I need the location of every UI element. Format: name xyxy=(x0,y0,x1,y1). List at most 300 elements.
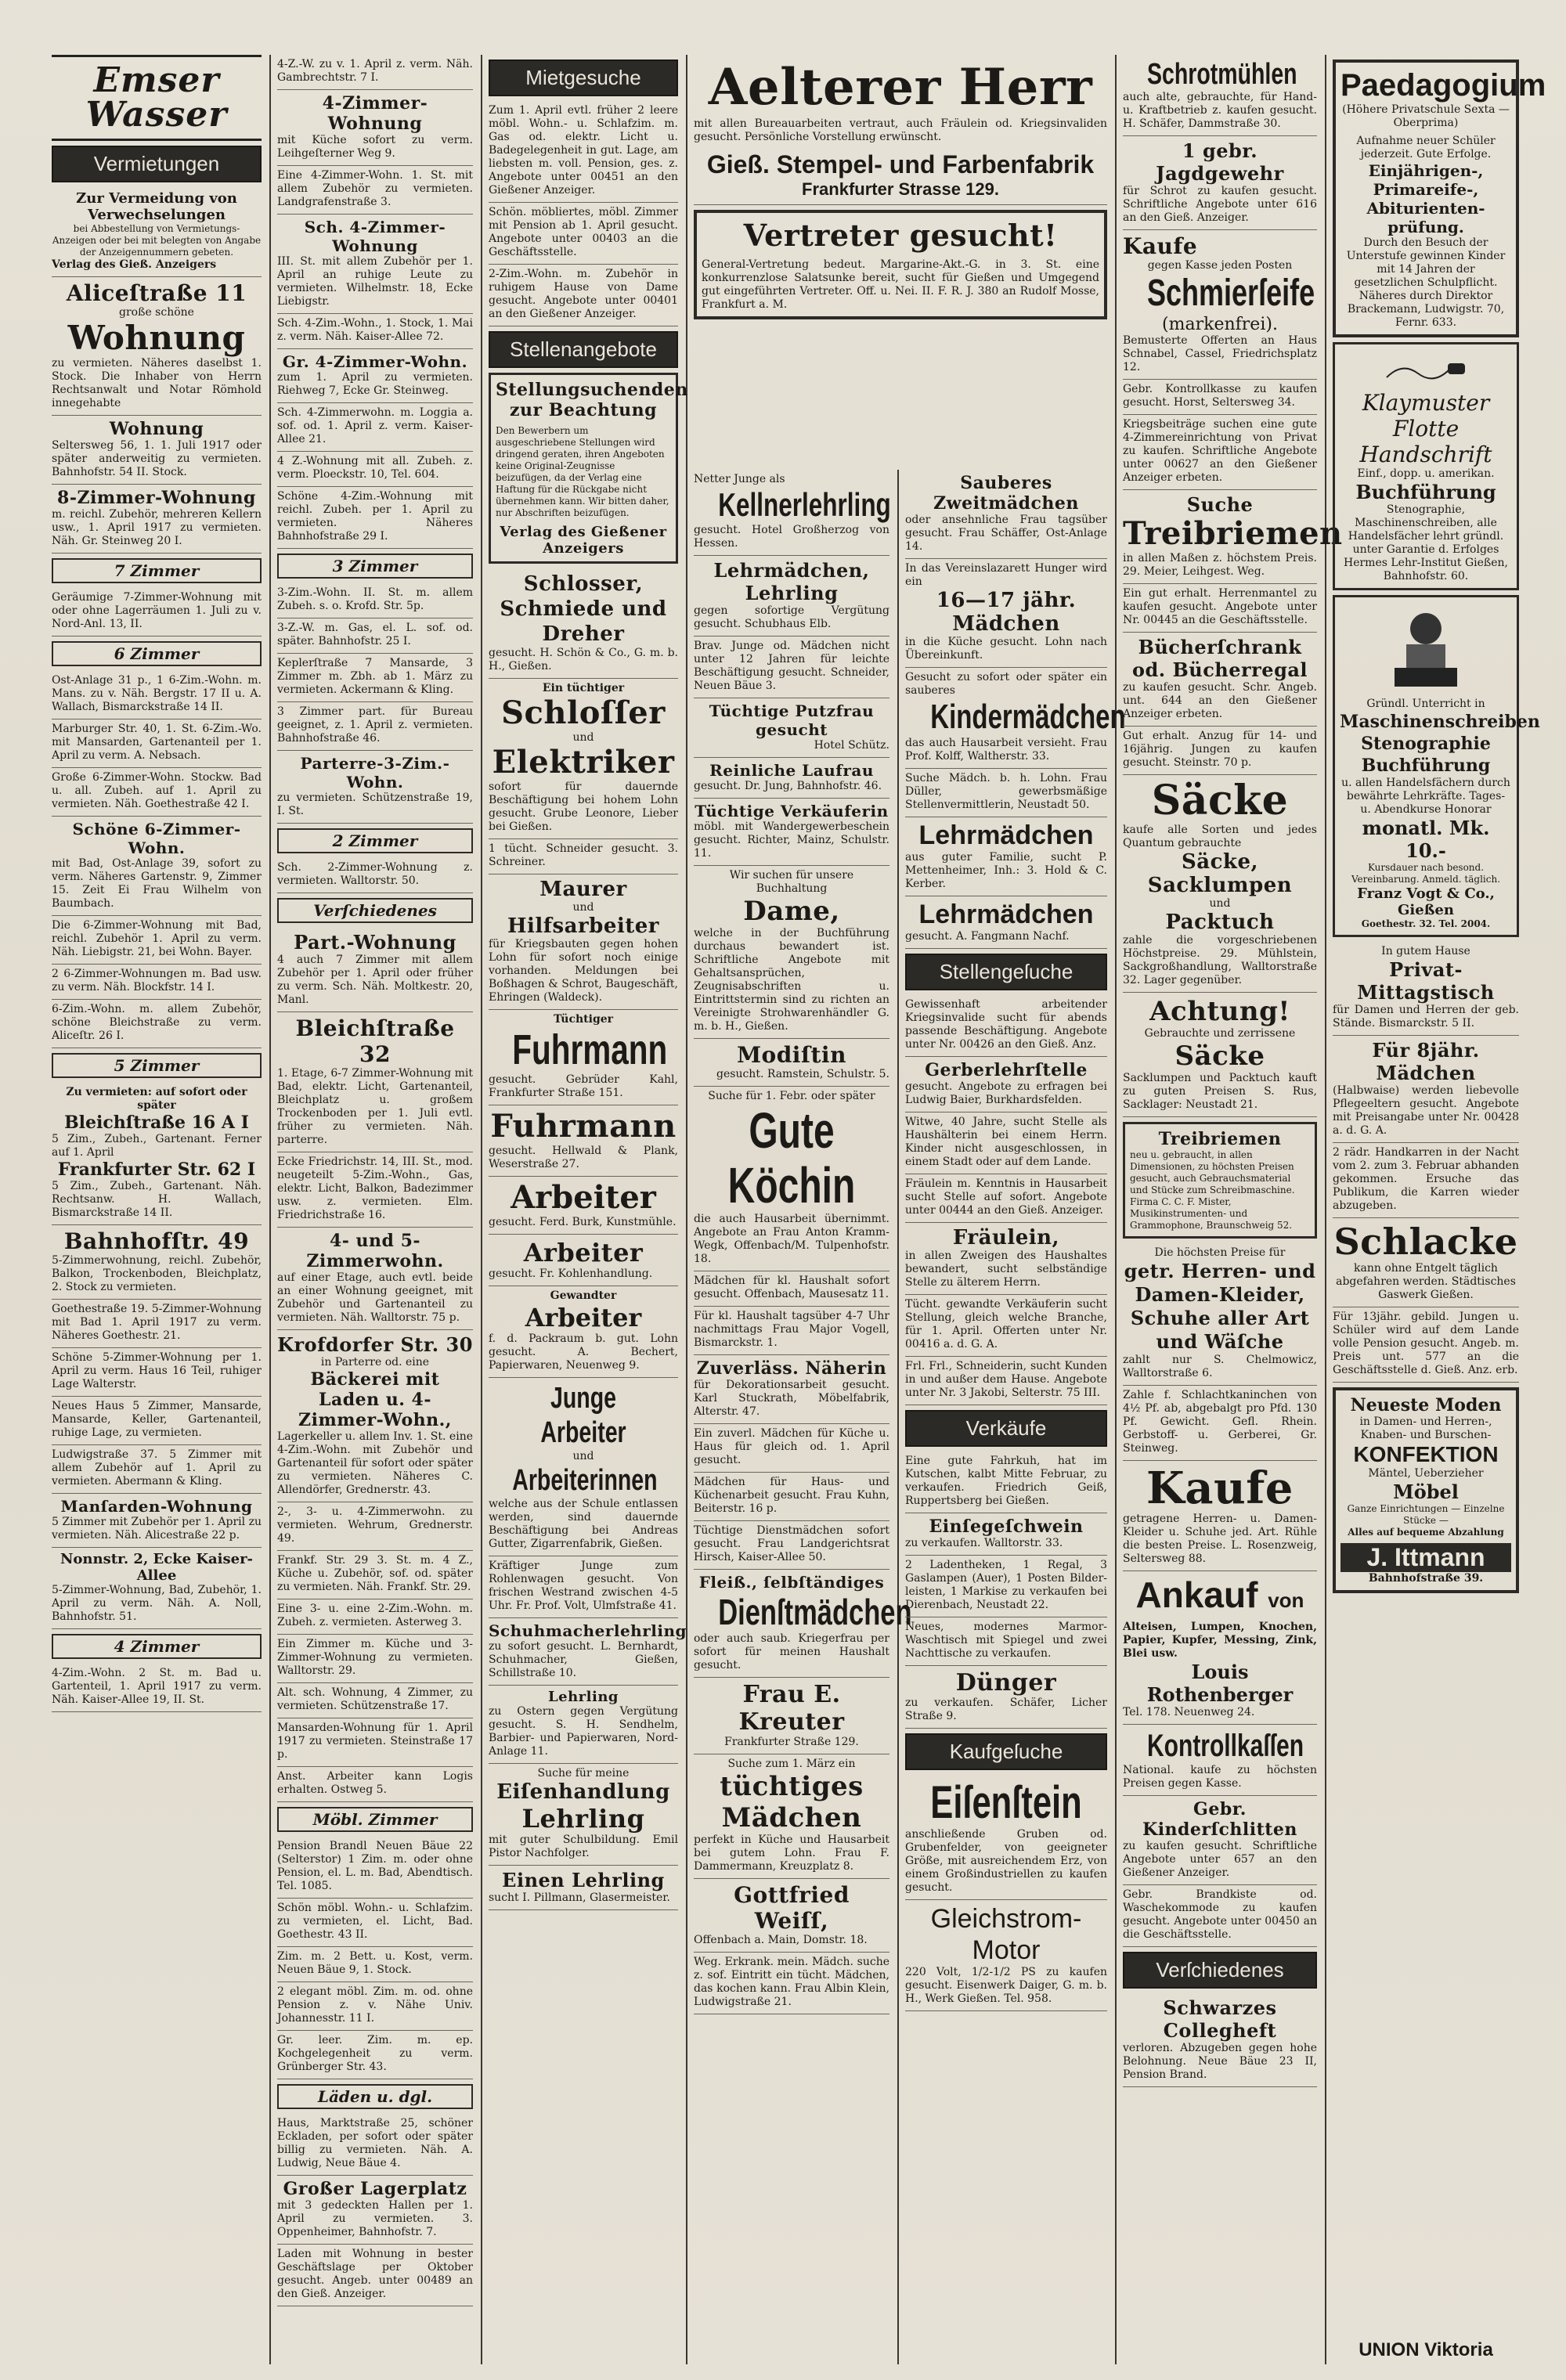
ad-body: 2-, 3- u. 4-Zimmerwohn. zu vermieten. Wehrum, Grednerstr. 49. xyxy=(277,1502,473,1551)
ad-mid: und xyxy=(1209,897,1231,910)
ad xyxy=(694,470,889,556)
ad-body: gegen sofortige Vergütung gesucht. Schubhaus Elb. xyxy=(694,604,889,630)
ad-head: Bäckerei mit Laden u. 4-Zimmer-Wohn., xyxy=(298,1369,452,1430)
ad-body: 1 tücht. Schneider gesucht. 3. Schreiner. xyxy=(489,839,678,874)
ad-body: Gut erhalt. Anzug für 14- und 16jährig. Jungen zu kaufen gesucht. Steinstr. 70 p. xyxy=(1123,727,1317,775)
ad-pre: Die höchsten Preise für xyxy=(1154,1246,1286,1259)
ad-body: Ludwigstraße 37. 5 Zimmer mit allem Zubehör auf 1. April zu vermieten. Abermann & Kling. xyxy=(52,1445,262,1494)
ad xyxy=(1333,942,1519,1036)
ad-big: Wohnung xyxy=(67,319,246,357)
ad-body: 4 auch 7 Zimmer mit allem Zubehör per 1. April oder früher zu verm. Sch. Näh. Moltkestr. 20, Manl. xyxy=(277,954,473,1006)
ad xyxy=(52,485,262,554)
frame-body: General-Vertretung bedeut. Margarine-Akt.-G. in 3. St. eine konkurrenzlose Salatsunke bereit, sucht für Gießen und Umgegend gut eingeführten Vertreter. Off. u. Nei. II. F. R. J. 380 an Rudolf Mosse, Frankfurt a. M. xyxy=(702,258,1099,311)
ad-body: 5 Zim., Zubeh., Gartenant. Ferner auf 1. April xyxy=(52,1133,262,1159)
ad-body: Alteisen, Lumpen, Knochen, Papier, Kupfer, Messing, Zink, Blei usw. xyxy=(1123,1621,1317,1660)
ad xyxy=(905,896,1107,949)
ad-body: gesucht. H. Schön & Co., G. m. b. H., Gießen. xyxy=(489,647,678,673)
column-6 xyxy=(1118,55,1343,2364)
ad-head: Sauberes Zweitmädchen xyxy=(933,473,1079,514)
ad-head: Dame, xyxy=(743,896,840,927)
column-rule xyxy=(1325,55,1326,2364)
ad-body: Eine gute Fahrkuh, hat im Kutschen, kalbt Mitte Februar, zu verkaufen. Friedrich Geiß, Ruppertsberg bei Gießen. xyxy=(905,1451,1107,1513)
vogt-frame xyxy=(1333,595,1540,937)
ad-body: perfekt in Küche und Hausarbeit bei gutem Lohn. Frau F. Dammermann, Kreuzplatz 8. xyxy=(694,1834,889,1873)
ad-body: 5 Zimmer mit Zubehör per 1. April zu vermieten. Näh. Alicestraße 22 p. xyxy=(52,1516,262,1542)
ad-body: gesucht. Hellwald & Plank, Weserstraße 27. xyxy=(489,1145,678,1170)
ad-body: welche in der Buchführung durchaus bewandert ist. Schriftliche Angebote mit Gehaltsansprüchen, Zeugnisabschriften u. Eintrittstermin sind zu richten an Vereinigte Strohwarenhändler G. m. b. H., Gießen. xyxy=(694,927,889,1033)
ad xyxy=(489,1010,678,1105)
ad-body: 5-Zimmerwohnung, reichl. Zubehör, Balkon, Trockenboden, Bleichplatz, 2. Stock zu vermieten. xyxy=(52,1254,262,1293)
ad-body: Offenbach a. Main, Domstr. 18. xyxy=(694,1934,868,1946)
ad-body: 4 Z.-Wohnung mit all. Zubeh. z. verm. Ploeckstr. 10, Tel. 604. xyxy=(277,452,473,487)
ad-body: 2 6-Zimmer-Wohnungen m. Bad usw. zu verm. Näh. Blockfstr. 14 I. xyxy=(52,965,262,1000)
ad-head: Säcke xyxy=(1174,1040,1265,1072)
ad-body: zu Ostern gegen Vergütung gesucht. S. H. Sendhelm, Barbier- und Papierwaren, Nord-Anlage 11. xyxy=(489,1705,678,1758)
ad-body: gesucht. Ferd. Burk, Kunstmühle. xyxy=(489,1216,677,1228)
ad-body: gesucht. Gebrüder Kahl, Frankfurter Straße 151. xyxy=(489,1073,678,1099)
ad-head: Kontrollkaſſen xyxy=(1147,1729,1304,1763)
ad xyxy=(52,277,262,416)
ad-body: mit allen Bureauarbeiten vertraut, auch Fräulein od. Kriegsinvaliden gesucht. Persönliche Vorstellung erwünscht. xyxy=(694,117,1107,143)
ad-head: Privat-Mittagstisch xyxy=(1357,958,1495,1004)
ad-body: Geräumige 7-Zimmer-Wohnung mit oder ohne Lagerräumen 1. Juli zu v. Nord-Anl. 13, II. xyxy=(52,588,262,636)
ad-body: für Schrot zu kaufen gesucht. Schriftliche Angebote unter 616 an den Gieß. Anzeiger. xyxy=(1123,185,1317,224)
ad-body: Frankf. Str. 29 3. St. m. 4 Z., Küche u. Zubehör, sof. od. später zu vermieten. Näh. Frankf. Str. 29. xyxy=(277,1551,473,1599)
ad-body: National. kaufe zu höchsten Preisen gegen Kasse. xyxy=(1123,1764,1317,1790)
ad-pre: Ein tüchtiger xyxy=(542,682,625,694)
ad-head: 1 gebr. Jagdgewehr xyxy=(1156,139,1284,185)
ad-body: zu kaufen gesucht. Schr. Angeb. unt. 644 an den Gießener Anzeiger erbeten. xyxy=(1123,681,1317,720)
column-3 xyxy=(484,55,688,2364)
ad-head: Säcke, Sacklumpen xyxy=(1147,850,1293,897)
ad xyxy=(52,1225,262,1300)
column-rule xyxy=(897,470,899,2364)
ad-body: 6-Zim.-Wohn. m. allem Zubehör, schöne Bleichstraße zu verm. Aliceſtr. 26 I. xyxy=(52,1000,262,1048)
ad-head: Junge Arbeiter xyxy=(540,1382,626,1449)
ad xyxy=(277,1228,473,1330)
ad xyxy=(489,1378,678,1556)
ad-head: Gr. 4-Zimmer-Wohn. xyxy=(282,352,468,371)
frame-price: monatl. Mk. 10.- xyxy=(1362,817,1490,862)
ad-body: Ein Zimmer m. Küche und 3-Zimmer-Wohnung zu vermieten. Walltorstr. 29. xyxy=(277,1635,473,1683)
ad-head: Dienſtmädchen xyxy=(718,1592,912,1632)
frame-addr: Goethestr. 32. Tel. 2004. xyxy=(1361,918,1491,929)
ad xyxy=(1333,1036,1519,1143)
ad xyxy=(52,817,262,916)
ad-body: Sacklumpen und Packtuch kauft zu guten Preisen S. Rus, Sacklager: Neustadt 21. xyxy=(1123,1072,1317,1111)
ad xyxy=(52,1494,262,1548)
ad-body: (Halbwaise) werden liebevolle Pflegeeltern gesucht. Angebote mit Preisangabe unter Nr. 00428 a. d. G. A. xyxy=(1333,1084,1519,1137)
ad-body: zu verkaufen. Schäfer, Licher Straße 9. xyxy=(905,1697,1107,1722)
section-header-mietgesuche: Mietgesuche xyxy=(489,60,678,96)
ad-head: Arbeiter xyxy=(525,1303,642,1332)
section-header-vermietungen: Vermietungen xyxy=(52,146,262,182)
ad-body: 2 rädr. Handkarren in der Nacht vom 2. zum 3. Februar abhanden gekommen. Ersuche das Publikum, die Karren wieder abzugeben. xyxy=(1333,1143,1519,1218)
category-label: 2 Zimmer xyxy=(277,828,473,853)
ad xyxy=(905,1775,1107,1900)
ad-body: getragene Herren- u. Damen-Kleider u. Schuhe jed. Art. Rühle die besten Preise. L. Rosenzweig, Seltersweg 88. xyxy=(1123,1513,1317,1565)
ad-head: Hilfsarbeiter xyxy=(507,914,660,938)
ad-body: oder auch saub. Kriegerfrau per sofort für meinen Haushalt gesucht. xyxy=(694,1632,889,1671)
ad-body: Weg. Erkrank. mein. Mädch. suche z. sof. Eintritt ein tücht. Mädchen, das kochen kann. Frau Albin Klein, Ludwigstraße 21. xyxy=(694,1953,889,2014)
column-rule xyxy=(1115,55,1117,2364)
ad-head: Lehrling xyxy=(547,1689,619,1705)
ad-head: Krofdorfer Str. 30 xyxy=(277,1333,473,1356)
section-header-kaufgesuche: Kaufgeſuche xyxy=(905,1733,1107,1770)
category-label: 7 Zimmer xyxy=(52,558,262,583)
ad-head: Eiſenſtein xyxy=(930,1777,1082,1828)
ad-body: Die 6-Zimmer-Wohnung mit Bad, reichl. Zubehör 1. April zu verm. Näh. Liebigstr. 21, bei Wohn. Bayer. xyxy=(52,916,262,965)
ad-head: Fleiß., ſelbſtändiges xyxy=(698,1573,885,1592)
ad-body: mit guter Schulbildung. Emil Pistor Nachfolger. xyxy=(489,1834,678,1859)
ad-body: Fräulein m. Kenntnis in Hausarbeit sucht Stelle auf sofort. Angebote unter 00444 an den Gieß. Anzeiger. xyxy=(905,1174,1107,1223)
signature-sample: Klaymuster xyxy=(1362,390,1490,416)
ad-head: Elektriker xyxy=(492,744,675,781)
ad-body: Große 6-Zimmer-Wohn. Stockw. Bad u. all. Zubeh. auf 1. April zu vermieten. Näh. Goethestraße 42 I. xyxy=(52,768,262,817)
ad xyxy=(489,568,678,679)
ad-head: Wohnung xyxy=(109,419,204,439)
ad-pre: Netter Junge als xyxy=(694,473,785,485)
ad xyxy=(1123,775,1317,993)
ad-head: Aliceſtraße 11 xyxy=(66,280,247,306)
category-label: 3 Zimmer xyxy=(277,554,473,579)
frame-body: Mäntel, Ueberzieher xyxy=(1368,1467,1484,1480)
ad-head: Manſarden-Wohnung xyxy=(60,1497,253,1516)
column-rule xyxy=(686,55,687,2364)
ad-mid: und xyxy=(572,1450,594,1462)
ad xyxy=(489,1177,678,1235)
ad-body: Lagerkeller u. allem Inv. 1. St. eine 4-Zim.-Wohn. mit Zubehör und Gartenanteil für sofort oder später zu vermieten. Näheres C. Allendörfer, Grednerstr. 43. xyxy=(277,1430,473,1496)
ad xyxy=(52,1548,262,1629)
ad-body: Ecke Friedrichstr. 14, III. St., mod. neugeteilt 5-Zim.-Wohn., Gas, elektr. Licht, Balkon, Badezimmer usw. z. vermieten. Elm. Friedrichstraße 16. xyxy=(277,1152,473,1228)
ad xyxy=(905,817,1107,896)
ad-body: Bemusterte Offerten an Haus Schnabel, Cassel, Friedrichsplatz 12. xyxy=(1123,334,1317,373)
ad-head: Gerberlehrſtelle xyxy=(925,1060,1088,1080)
ad xyxy=(1333,1218,1519,1307)
ad xyxy=(694,866,889,1039)
ad xyxy=(905,1900,1107,2011)
ad-body: für Kriegsbauten gegen hohen Lohn für sofort noch einige vorhanden. Meldungen bei Boßhagen & Schrot, Baugeschäft, Ehringen (Waldeck). xyxy=(489,938,678,1004)
ad-head: Frankfurter Str. 62 I xyxy=(57,1159,256,1180)
ad-head: Gute Köchin xyxy=(727,1102,856,1213)
ad-mid: und xyxy=(572,731,594,744)
ad-body: Schöne 5-Zimmer-Wohnung per 1. April zu verm. Haus 16 Teil, ruhiger Lage Walterstr. xyxy=(52,1348,262,1397)
ad xyxy=(489,1105,678,1177)
ad-body: Neues Haus 5 Zimmer, Mansarde, Mansarde, Keller, Gartenanteil, ruhige Lage, zu vermieten. xyxy=(52,1397,262,1445)
ad-head: Kaufe xyxy=(1123,233,1198,259)
ad xyxy=(277,1330,473,1502)
frame-body: Kursdauer nach besond. Vereinbarung. Anmeld. täglich. xyxy=(1351,862,1501,885)
section-header-stellengesuche: Stellengeſuche xyxy=(905,954,1107,990)
ad-head: Frau E. Kreuter xyxy=(738,1681,845,1736)
ad-body: kann ohne Entgelt täglich abgefahren werden. Städtisches Gaswerk Gießen. xyxy=(1336,1262,1516,1301)
treibriemen-frame xyxy=(1123,1122,1317,1239)
ad-sub: Frankfurter Strasse 129. xyxy=(802,179,999,199)
frame-big: KONFEKTION xyxy=(1353,1442,1499,1466)
ad xyxy=(1123,1243,1317,1386)
ad-body: Tüchtige Dienstmädchen sofort gesucht. Frau Landgerichtsrat Hirsch, Kaiser-Allee 50. xyxy=(694,1521,889,1570)
ad-body: in allen Zweigen des Haushaltes bewandert, sucht selbständige Stelle zu älterem Herrn. xyxy=(905,1250,1107,1289)
frame-head: Neueste Moden xyxy=(1350,1395,1502,1415)
ad-body: 220 Volt, 1/2-1/2 PS zu kaufen gesucht. Eisenwerk Daiger, G. m. b. H., Werk Gießen. Tel. 958. xyxy=(905,1966,1107,2005)
ad-body: zahlt nur S. Chelmowicz, Walltorstraße 6. xyxy=(1123,1354,1317,1379)
category-label: Läden u. dgl. xyxy=(277,2084,473,2109)
ad-head: Bücherſchrank od. Bücherregal xyxy=(1131,636,1308,681)
ad-body: die auch Hausarbeit übernimmt. Angebote an Frau Anton Kramm-Wegk, Offenbach/M. Tulpenhofstr. 18. xyxy=(694,1213,889,1265)
ad-head: Fuhrmann xyxy=(490,1108,677,1145)
ad xyxy=(489,679,678,839)
ad-body: Mädchen für Haus- und Küchenarbeit gesucht. Frau Kuhn, Beiterstr. 16 p. xyxy=(694,1473,889,1521)
ad-body: m. reichl. Zubehör, mehreren Kellern usw., 1. April 1917 zu vermieten. Näh. Gr. Steinweg 20 I. xyxy=(52,508,262,547)
ad-body: verloren. Abzugeben gegen hohe Belohnung. Neue Bäue 23 II, Pension Brand. xyxy=(1123,2042,1317,2081)
ad xyxy=(694,698,889,758)
ad xyxy=(277,90,473,166)
notice xyxy=(52,187,262,277)
section-header-stellenangebote: Stellenangebote xyxy=(489,331,678,368)
ad xyxy=(1123,55,1317,136)
ad xyxy=(1123,1461,1317,1571)
frame-title: Vertreter gesucht! xyxy=(743,218,1058,253)
ad-body: Seltersweg 56, 1. 1. Juli 1917 oder später anderweitig zu vermieten. Bahnhofstr. 54 II. Stock. xyxy=(52,439,262,478)
ad-body: anschließende Gruben od. Grubenfelder, von geeigneter Größe, mit ausreichendem Erz, von einem Großindustriellen zu kaufen gesucht. xyxy=(905,1828,1107,1894)
ad-body: Ein zuverl. Mädchen für Küche u. Haus für gleich od. 1. April gesucht. xyxy=(694,1424,889,1473)
ad-head: Gottfried Weiſſ, xyxy=(734,1882,850,1934)
ad-body: zu vermieten. Näheres daselbst 1. Stock. Die Inhaber von Herrn Rechtsanwalt und Notar Römhold innegehabte xyxy=(52,357,262,409)
ad-sub: Gebrauchte und zerrissene xyxy=(1144,1027,1296,1040)
ad-body: auch alte, gebrauchte, für Hand- u. Kraftbetrieb z. kaufen gesucht. H. Schäfer, Dammstraße 30. xyxy=(1123,91,1317,130)
ad xyxy=(905,1057,1107,1112)
column-1 xyxy=(47,55,266,2364)
ad xyxy=(489,1235,678,1286)
ad xyxy=(489,1866,678,1910)
ad-body: gesucht. Dr. Jung, Bahnhofstr. 46. xyxy=(694,780,882,792)
ad-head: 4- und 5-Zimmerwohn. xyxy=(306,1231,444,1271)
frame-title: Treibriemen xyxy=(1158,1129,1282,1149)
ad-body: Ost-Anlage 31 p., 1 6-Zim.-Wohn. m. Mans. zu v. Näh. Bergstr. 17 II u. A. Wallach, Bismarckstraße 14 II. xyxy=(52,671,262,719)
ad-body: III. St. mit allem Zubehör per 1. April an ruhige Leute zu vermieten. Wilhelmstr. 18, Ecke Liebigstr. xyxy=(277,255,473,308)
frame-body: Stenographie, Maschinenschreiben, alle Handelsfächer lehrt gründl. unter Garantie d. Erfolges Hermes Lehr-Institut Gießen, Bahnhofstr. 60. xyxy=(1343,503,1508,582)
ad-head: Ankauf xyxy=(1135,1574,1258,1615)
ad-body: Sch. 4-Zimmerwohn. m. Loggia a. sof. od. 1. April z. verm. Kaiser-Allee 21. xyxy=(277,403,473,452)
ad-head: Tüchtige Putzfrau gesucht xyxy=(709,701,875,739)
ad-body: 1. Etage, 6-7 Zimmer-Wohnung mit Bad, elektr. Licht, Gartenanteil, Bleichplatz u. großem Trockenboden per 1. Juli evtl. früher zu vermieten. Näh. parterre. xyxy=(277,1067,473,1146)
ad xyxy=(1123,633,1317,727)
ad-body: Laden mit Wohnung in bester Geschäftslage per Oktober gesucht. Angeb. unter 00489 an den Gieß. Anzeiger. xyxy=(277,2245,473,2306)
ad-head: Lehrling xyxy=(521,1804,645,1834)
ad-pre: Suche für 1. Febr. oder später xyxy=(708,1090,875,1102)
ad-body: für Damen und Herren der geb. Stände. Bismarckstr. 5 II. xyxy=(1333,1004,1519,1030)
ad-head: 8-Zimmer-Wohnung xyxy=(57,488,256,508)
ad-body: Schöne 4-Zim.-Wohnung mit reichl. Zubeh. per 1. April zu vermieten. Näheres Bahnhofstraße 29 I. xyxy=(277,487,473,549)
ad xyxy=(694,556,889,636)
column-2 xyxy=(272,55,478,2364)
ad-body: Gr. leer. Zim. m. ep. Kochgelegenheit zu verm. Grünberger Str. 43. xyxy=(277,2031,473,2079)
ad-pre: Wir suchen für unsere Buchhaltung xyxy=(729,869,854,895)
ad-body: Hotel Schütz. xyxy=(814,739,889,752)
frame-sign: Franz Vogt & Co., Gießen xyxy=(1357,885,1495,918)
ad-pre: In gutem Hause xyxy=(1381,945,1470,957)
ad-head: Schloſſer xyxy=(501,694,666,731)
ad-body: zahle die vorgeschriebenen Höchstpreise. 29. Mühlstein, Sackgroßhandlung, Walltorstraße 32. Lager gegenüber. xyxy=(1123,934,1317,986)
ad-body: Zim. m. 2 Bett. u. Kost, verm. Neuen Bäue 9, 1. Stock. xyxy=(277,1947,473,1982)
ad-body: das auch Hausarbeit versieht. Frau Prof. Kolff, Waltherstr. 33. xyxy=(905,737,1107,763)
ad-head: Säcke xyxy=(1151,777,1289,824)
ad xyxy=(905,470,1107,559)
ad-head: Kellnerlehrling xyxy=(718,486,891,523)
ad-head: Bleichſtraße 16 A I xyxy=(64,1112,249,1133)
ad-body: Frankfurter Straße 129. xyxy=(724,1736,859,1748)
ad-body: Keplerſtraße 7 Mansarde, 3 Zimmer m. Zbh. ab 1. März zu vermieten. Ackermann & Kling. xyxy=(277,654,473,702)
ad xyxy=(694,758,889,799)
ad-body: Witwe, 40 Jahre, sucht Stelle als Haushälterin bei einem Herrn. Kinder nicht ausgeschlossen, in einem Stadt oder auf dem Lande. xyxy=(905,1112,1107,1174)
ad-body: sofort für dauernde Beschäftigung bei hohem Lohn gesucht. Grube Leonore, Lieber bei Gießen. xyxy=(489,781,678,833)
ad-head: Schöne 6-Zimmer-Wohn. xyxy=(72,820,241,857)
ad-body: 3-Zim.-Wohn. II. St. m. allem Zubeh. s. o. Krofd. Str. 5p. xyxy=(277,583,473,618)
ad-body: Mädchen für kl. Haushalt sofort gesucht. Offenbach, Mausesatz 11. xyxy=(694,1271,889,1307)
ad-body: 3 Zimmer part. für Bureau geeignet, z. 1. April z. vermieten. Bahnhofstraße 46. xyxy=(277,702,473,751)
column-rule xyxy=(481,55,482,2364)
ad-head: Schlosser, Schmiede und Dreher xyxy=(500,572,667,646)
category-label: 5 Zimmer xyxy=(52,1053,262,1078)
column-4-top xyxy=(689,55,1112,462)
ad-body: zu vermieten. Schützenstraße 19, I. St. xyxy=(277,792,473,817)
ad-body: 4-Zim.-Wohn. 2 St. m. Bad u. Gartenteil, 1. April 1917 zu verm. Näh. Kaiser-Allee 19, II. St. xyxy=(52,1664,262,1712)
publisher-notice-frame xyxy=(489,373,688,564)
ad xyxy=(277,349,473,403)
union-viktoria-footer: UNION Viktoria xyxy=(1359,2339,1493,2360)
ad-body: gesucht. Angebote zu erfragen bei Ludwig Baier, Burkhardsfelden. xyxy=(905,1080,1107,1106)
signature-sample: Flotte Handschrift xyxy=(1359,416,1492,467)
ad-pre: Suche zum 1. März ein xyxy=(727,1758,856,1770)
ad-body: Goethestraße 19. 5-Zimmer-Wohnung mit Bad 1. April 1917 zu verm. Näheres Goethestr. 21. xyxy=(52,1300,262,1348)
frame-addr: Bahnhofstraße 39. xyxy=(1368,1572,1484,1585)
ittmann-frame xyxy=(1333,1387,1519,1593)
ad-sub: (markenfrei). xyxy=(1162,315,1278,334)
ad xyxy=(694,1087,889,1271)
ad xyxy=(277,751,473,824)
ad xyxy=(1123,1993,1317,2087)
ad-head: Maurer xyxy=(539,878,627,901)
column-rule xyxy=(269,55,271,2364)
ad-body: gesucht. Fr. Kohlenhandlung. xyxy=(489,1268,653,1280)
frame-title: Paedagogium xyxy=(1340,68,1546,103)
ad-body: mit 3 gedeckten Hallen per 1. April zu vermieten. 3. Oppenheimer, Bahnhofstr. 7. xyxy=(277,2199,473,2238)
frame-sign: J. Ittmann xyxy=(1340,1543,1511,1572)
ad-body: Gesucht zu sofort oder später ein sauberes xyxy=(905,671,1107,697)
ad xyxy=(1123,136,1317,230)
ad-head: Fuhrmann xyxy=(512,1026,668,1073)
ad-head: Dünger xyxy=(955,1669,1057,1697)
ad xyxy=(694,1570,912,1678)
ad xyxy=(489,1764,678,1866)
ad-head: Modiſtin xyxy=(737,1042,846,1068)
frame-big: Einjährigen-, Primareife-, Abiturienten-prüfung. xyxy=(1366,161,1485,236)
ad-body: 2 Ladentheken, 1 Regal, 3 Gaslampen (Auer), 1 Posten Bilder-leisten, 1 Markise zu verkaufen bei Dierenbach, Neustadt 22. xyxy=(905,1556,1107,1617)
ad xyxy=(694,1879,889,1953)
ad-head: Packtuch xyxy=(1165,911,1275,934)
ad-head: Arbeiter xyxy=(511,1179,656,1216)
frame-body: Einf., dopp. u. amerikan. xyxy=(1357,467,1495,480)
ad xyxy=(277,2176,473,2245)
ad xyxy=(489,1286,678,1378)
ad-body: zum 1. April zu vermieten. Riehweg 7, Ecke Gr. Steinweg. xyxy=(277,371,473,397)
ad-body: Kriegsbeiträge suchen eine gute 4-Zimmereinrichtung von Privat zu kaufen. Schriftliche Angebote unter 00627 an den Gießener Anzeiger erbeten. xyxy=(1123,415,1317,490)
ad-body: Anst. Arbeiter kann Logis erhalten. Ostweg 5. xyxy=(277,1767,473,1802)
frame-big: Möbel xyxy=(1393,1480,1459,1503)
ad-body: sucht I. Pillmann, Glasermeister. xyxy=(489,1891,670,1904)
ad-body: 4-Z.-W. zu v. 1. April z. verm. Näh. Gambrechtstr. 7 I. xyxy=(277,55,473,90)
ad-head: Gebr. Kinderſchlitten xyxy=(1142,1799,1297,1840)
ad xyxy=(1123,230,1317,380)
ad-body: in allen Maßen z. höchstem Preis. 29. Meier, Leihgest. Weg. xyxy=(1123,552,1317,578)
ad-body: 3-Z.-W. m. Gas, el. L. sof. od. später. Bahnhofstr. 25 I. xyxy=(277,618,473,654)
ad-head: Nonnstr. 2, Ecke Kaiser-Allee xyxy=(60,1551,254,1584)
typewriter-woman-icon xyxy=(1379,607,1473,693)
ad-head: Parterre-3-Zim.-Wohn. xyxy=(300,754,450,792)
ad-body: Eine 3- u. eine 2-Zim.-Wohn. m. Zubeh. z. vermieten. Asterweg 3. xyxy=(277,1599,473,1635)
ad-head: Einſegeſchwein xyxy=(929,1516,1084,1537)
ad-head: Treibriemen xyxy=(1123,515,1343,552)
column-5 xyxy=(900,470,1126,2364)
section-header-verkaeufe: Verkäufe xyxy=(905,1410,1107,1447)
ad-body: Frl. Frl., Schneiderin, sucht Kunden in und außer dem Hause. Angebote unter Nr. 3 Jakobi, Selterstr. 75 III. xyxy=(905,1357,1107,1405)
vertreter-frame xyxy=(694,210,1107,319)
ad xyxy=(1123,1725,1317,1796)
hermes-frame xyxy=(1333,342,1519,590)
ad xyxy=(905,1666,1107,1729)
ad-head: Schuhmacherlehrling xyxy=(489,1621,687,1640)
ad xyxy=(694,55,1107,205)
ad-body: Pension Brandl Neuen Bäue 22 (Selterstor) 1 Zim. m. oder ohne Pension, el. L. m. Bad, Abendtisch. Tel. 1085. xyxy=(277,1837,473,1899)
ad-body: f. d. Packraum b. gut. Lohn gesucht. A. Bechert, Papierwaren, Neuenweg 9. xyxy=(489,1332,678,1372)
ad-head: tüchtiges Mädchen xyxy=(720,1771,864,1834)
category-label: 4 Zimmer xyxy=(52,1634,262,1659)
ad-body: 2-Zim.-Wohn. m. Zubehör in ruhigem Hause von Dame gesucht. Angebote unter 00401 an den Gießener Anzeiger. xyxy=(489,265,678,326)
ad-head: Fräulein, xyxy=(952,1226,1060,1250)
ad-head: Arbeiter xyxy=(523,1238,644,1268)
ad-body: Zum 1. April evtl. früher 2 leere möbl. Wohn.- u. Schlafzim. m. Gas od. elektr. Licht u. Badegelegenheit in gut. Lage, am liebsten m. voll. Pension, ges. z. Angebote unter 00451 an den Gießener Anzeiger. xyxy=(489,101,678,203)
ad-head: Kaufe xyxy=(1146,1462,1294,1514)
ad-body: Neues, modernes Marmor-Waschtisch mit Spiegel und zwei Nachttische zu verkaufen. xyxy=(905,1617,1107,1666)
ad-head: Lehrmädchen xyxy=(918,820,1094,850)
ad-body: aus guter Familie, sucht P. Mettenheimer, Inh.: 3. Hold & C. Kerber. xyxy=(905,851,1107,890)
column-7 xyxy=(1328,55,1546,2364)
ad-body: Schön. möbliertes, möbl. Zimmer mit Pension ab 1. April gesucht. Angebote unter 00403 an die Geschäftsstelle. xyxy=(489,203,678,265)
ad-head: Eiſenhandlung xyxy=(496,1780,670,1804)
ad-body: möbl. mit Wandergewerbeschein gesucht. Richter, Mainz, Schulstr. 11. xyxy=(694,820,889,860)
ad xyxy=(1123,1571,1317,1725)
ad-body: für Dekorationsarbeit gesucht. Karl Stuckrath, Möbelfabrik, Alterstr. 47. xyxy=(694,1379,889,1418)
ad xyxy=(905,1513,1107,1556)
ad-body: Für 13jähr. gebild. Jungen u. Schüler wird auf dem Lande volle Pension gesucht. Angeb. m. Preis unt. 577 an die Geschäftsstelle d. Gieß. Anz. erb. xyxy=(1333,1307,1519,1383)
ad-body: auf einer Etage, auch evtl. beide an einer Wohnung geeignet, mit Zubehör und Gartenanteil zu vermieten. Näh. Walltorstr. 75 p. xyxy=(277,1271,473,1324)
ad-body: mit Bad, Ost-Anlage 39, sofort zu verm. Näheres Gartenstr. 9, Zimmer 15. Zeit Ei Frau Wilhelm von Baumbach. xyxy=(52,857,262,910)
ad xyxy=(489,1686,678,1764)
ad xyxy=(489,874,678,1010)
ad-head: Für 8jähr. Mädchen xyxy=(1372,1039,1480,1084)
ad-body: Gebr. Brandkiste od. Waschekommode zu kaufen gesucht. Angebote unter 00450 an die Geschäftsstelle. xyxy=(1123,1885,1317,1947)
ad-head: Aelterer Herr xyxy=(708,58,1093,117)
category-label: 6 Zimmer xyxy=(52,641,262,666)
ad xyxy=(489,1618,687,1686)
ad-pre: Gewandter xyxy=(550,1289,617,1302)
ad-head: Schmierſeife xyxy=(1147,272,1315,314)
ad xyxy=(694,1678,889,1754)
ad-head: Schlacke xyxy=(1333,1221,1518,1263)
ad xyxy=(905,668,1126,769)
ad-body: gesucht. Hotel Großherzog von Hessen. xyxy=(694,524,889,550)
ad xyxy=(1123,1796,1317,1885)
